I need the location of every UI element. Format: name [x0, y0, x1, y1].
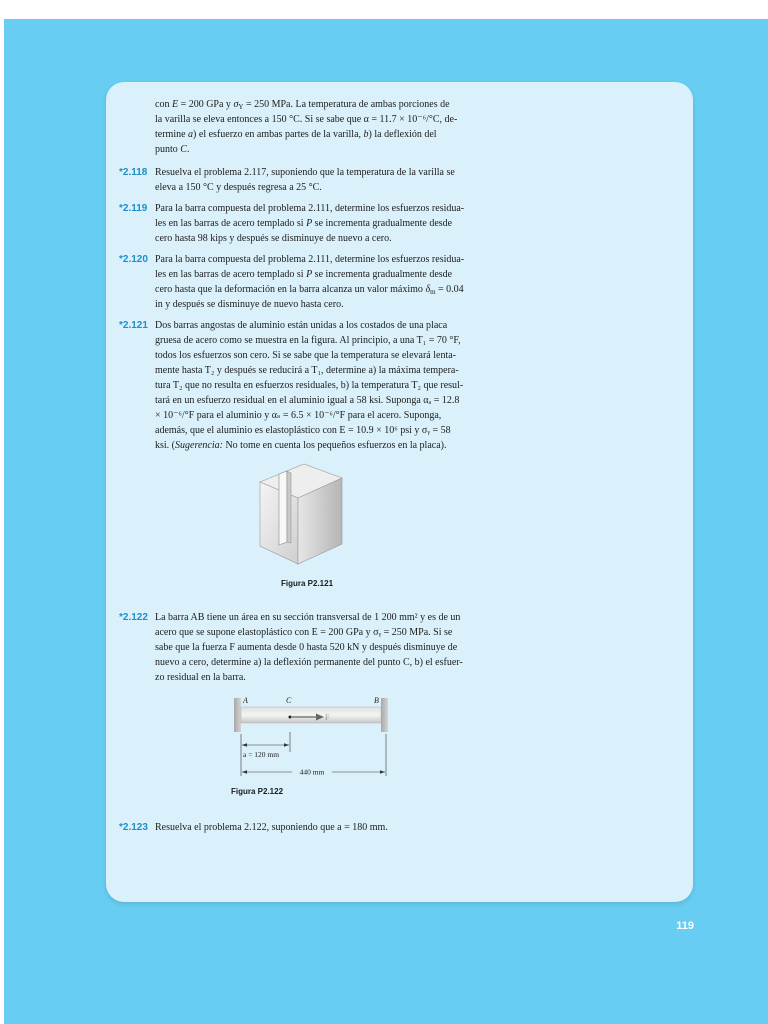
figure-p2122-diagram: [228, 692, 408, 782]
problem-2122-text: La barra AB tiene un área en su sección transversal de 1 200 mm² y es de un acero que se supone elastoplástico con E = 200 GPa y σᵧ = 250 MPa. Si se sabe que la fuerza F aumenta desde 0 hasta 520 kN y después disminuye de nuevo a cero, determine a) la deflexión permanente del punto C, b) el esfuer- zo residual en la barra.: [155, 612, 463, 683]
dim-a-label: a = 120 mm: [243, 750, 280, 759]
bar-ab: [241, 707, 381, 723]
problem-number-2121: *2.121: [119, 320, 148, 331]
problem-number-2119: *2.119: [119, 203, 148, 214]
problem-2120-text: Para la barra compuesta del problema 2.111, determine los esfuerzos residua- les en las barras de acero templado si P se incrementa gradualmente desde cero hasta que la deformación en la barra alcanza un valor máximo $\delta_m = 0.04$ in y después se disminuye de nuevo hasta cero.: [155, 254, 465, 310]
dim-arrow: [284, 743, 289, 746]
dim-arrow: [242, 770, 247, 773]
problem-number-2123: *2.123: [119, 822, 148, 833]
problem-number-2122: *2.122: [119, 612, 148, 623]
label-c: C: [286, 696, 292, 705]
intro-paragraph: con E = 200 GPa y $\sigma_Y = 250$ MPa. La temperatura de ambas porciones de la varilla se eleva entonces a 150 °C. Si se sabe que α = 11.7 × 10⁻⁶/°C, de- termine a) el esfuerzo en ambas partes de la varilla, b) la deflexión del punto C.: [155, 99, 458, 155]
problem-2121-text: Dos barras angostas de aluminio están unidas a los costados de una placa gruesa de acero como se muestra en la figura. Al principio, a una T₁ = 70 °F, todos los esfuerzos son cero. Si se sabe que la temperatura se elevará lenta- mente hasta T₂ y después se reducirá a T₁, determine a) la máxima tempera- tura T₂ que no resulta en esfuerzos residuales, b) la temperatura T₂ que resul- tará en un esfuerzo residual en el aluminio igual a 58 ksi. Suponga αₐ = 12.8 × 10⁻⁶/°F para el aluminio y αₛ = 6.5 × 10⁻⁶/°F para el acero. Suponga, además, que el aluminio es elastoplástico con E = 10.9 × 10⁶ psi y σᵧ = 58 ksi. (Sugerencia: No tome en cuenta los pequeños esfuerzos en la placa).: [155, 320, 464, 451]
problem-number-2120: *2.120: [119, 254, 148, 265]
problem-2119-text: Para la barra compuesta del problema 2.111, determine los esfuerzos residua- les en las barras de acero templado si P se incrementa gradualmente desde cero hasta 98 kips y después se disminuye de nuevo a cero.: [155, 203, 465, 244]
dim-arrow: [380, 770, 385, 773]
problem-2123-text: Resuelva el problema 2.122, suponiendo que a = 180 mm.: [155, 822, 388, 833]
label-a: A: [243, 696, 248, 705]
label-b: B: [374, 696, 379, 705]
point-c: [289, 716, 292, 719]
problem-2118-text: Resuelva el problema 2.117, suponiendo que la temperatura de la varilla se eleva a 150 °C y después regresa a 25 °C.: [155, 167, 455, 193]
wall-right: [381, 698, 388, 732]
problem-number-2118: *2.118: [119, 167, 148, 178]
label-f: F: [325, 713, 330, 722]
figure-p2122-caption: Figura P2.122: [231, 787, 284, 796]
dim-total-label: 440 mm: [299, 767, 325, 777]
figure-p2121-caption: Figura P2.121: [281, 579, 334, 588]
figure-p2121-block: [256, 460, 346, 570]
dim-arrow: [242, 743, 247, 746]
page-number: 119: [676, 920, 694, 932]
wall-left: [234, 698, 241, 732]
